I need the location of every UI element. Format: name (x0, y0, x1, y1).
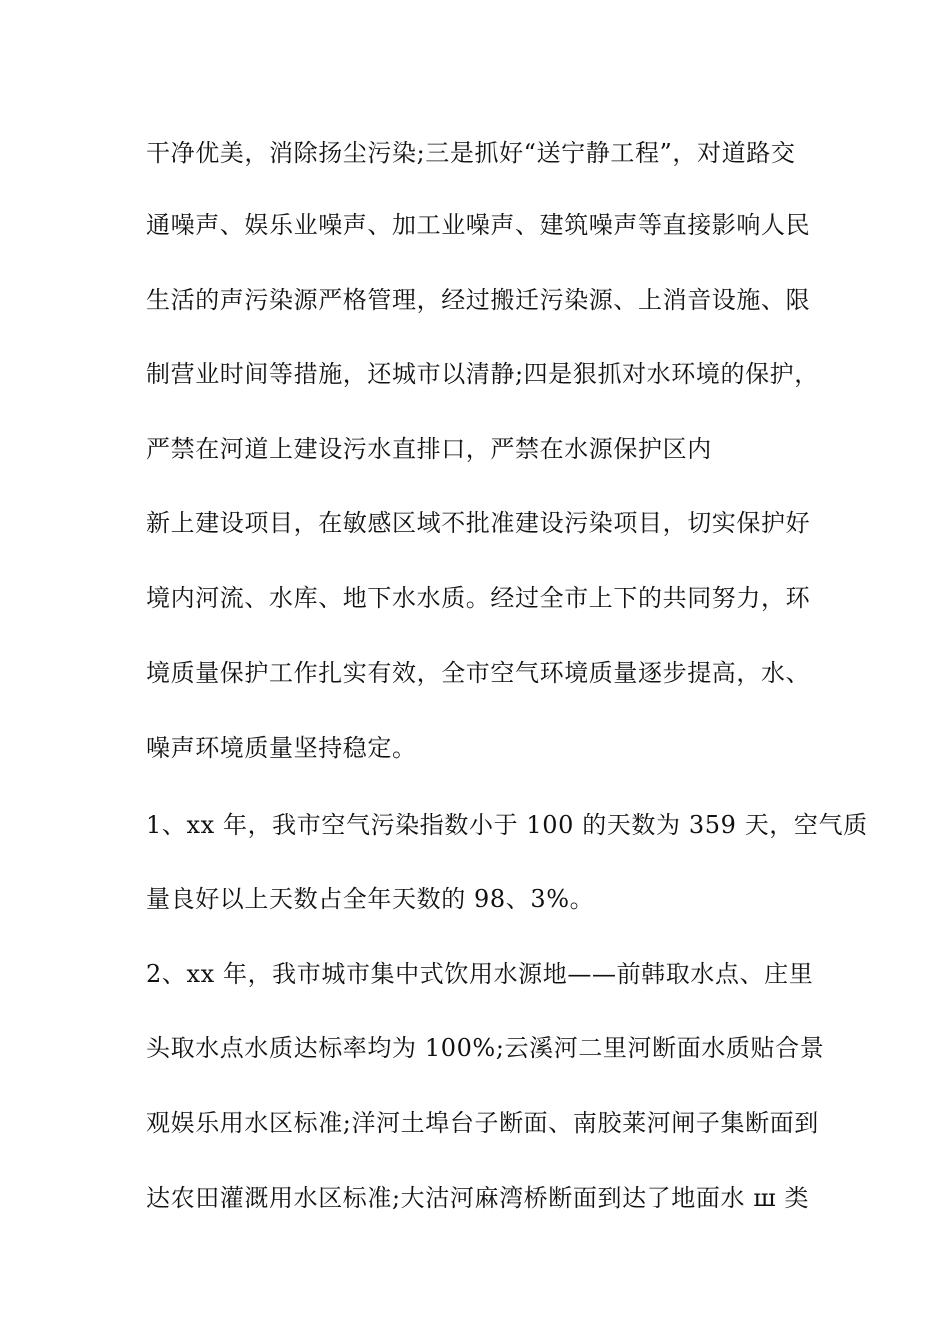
text-line: 达农田灌溉用水区标准;大沽河麻湾桥断面到达了地面水 ш 类 (146, 1184, 810, 1212)
text-line: 新上建设项目，在敏感区域不批准建设污染项目，切实保护好 (146, 509, 811, 537)
text-line: 通噪声、娱乐业噪声、加工业噪声、建筑噪声等直接影响人民 (146, 211, 811, 239)
numbered-item-1: 1、xx 年，我市空气污染指数小于 100 的天数为 359 天，空气质 (146, 811, 868, 839)
text-line: 严禁在河道上建设污水直排口，严禁在水源保护区内 (146, 435, 712, 463)
text-line: 制营业时间等措施，还城市以清静;四是狠抓对水环境的保护， (146, 360, 819, 388)
text-line: 噪声环境质量坚持稳定。 (146, 734, 417, 762)
text-line: 观娱乐用水区标准;洋河土埠台子断面、南胶莱河闸子集断面到 (146, 1109, 819, 1137)
text-line: 量良好以上天数占全年天数的 98、3%。 (146, 885, 595, 913)
numbered-item-2: 2、xx 年，我市城市集中式饮用水源地——前韩取水点、庄里 (146, 960, 814, 988)
text-line: 生活的声污染源严格管理，经过搬迁污染源、上消音设施、限 (146, 286, 811, 314)
text-line: 头取水点水质达标率均为 100%;云溪河二里河断面水质贴合景 (146, 1034, 825, 1062)
text-line: 境质量保护工作扎实有效，全市空气环境质量逐步提高，水、 (146, 659, 811, 687)
text-line: 干净优美，消除扬尘污染;三是抓好“送宁静工程”，对道路交 (146, 139, 796, 167)
text-line: 境内河流、水库、地下水水质。经过全市上下的共同努力，环 (146, 584, 811, 612)
